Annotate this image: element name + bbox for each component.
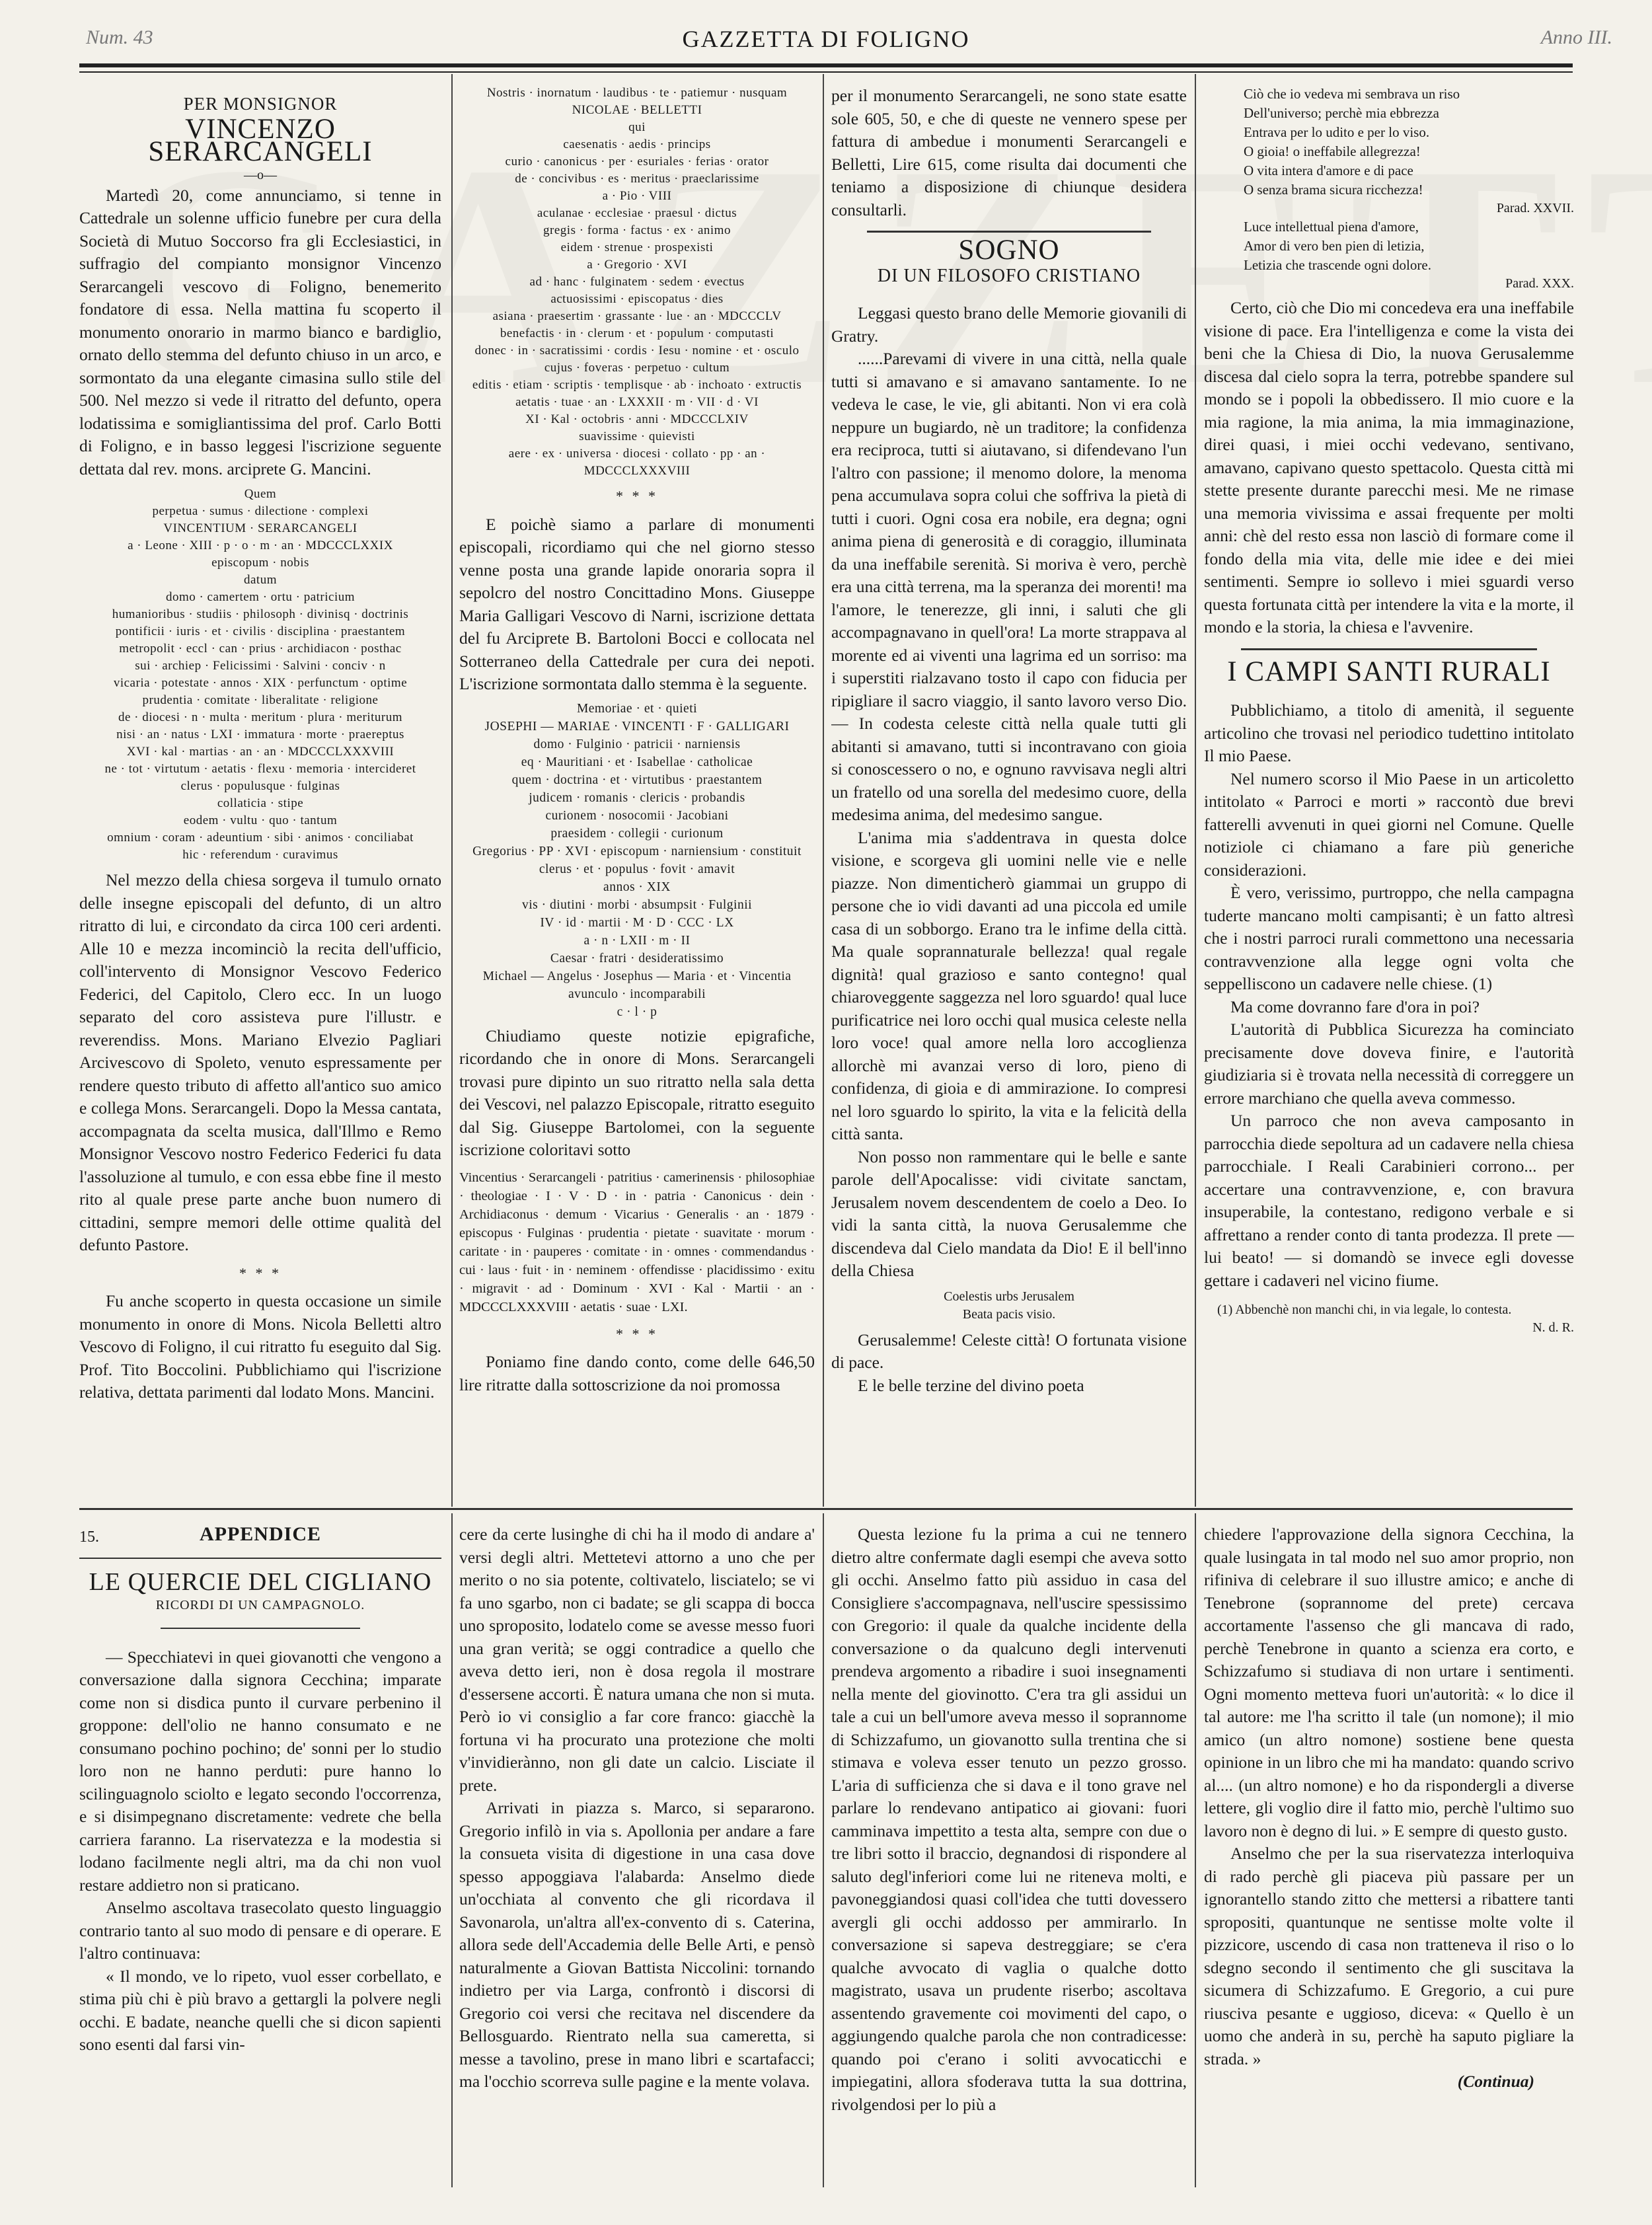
paragraph: Anselmo che per la sua riservatezza interloquiva di rado perchè gli piaceva più passare per un ignorantello stando zitto che mettersi a ribattere tanti spropositi, quantunque ne sentisse molte volte il pizzicore, uscendo di casa non tratteneva il riso o lo sdegno secondo il sentimento che gli suscitava la sicumera di Schizzafumo. E Gregorio, a cui pure riusciva pesante e uggioso, diceva: « Quello è un uomo che anderà in su, perchè ha saputo pigliare la strada. » bbox=[1204, 1844, 1574, 2068]
epitaph-line: eidem · strenue · prospexisti bbox=[560, 241, 714, 254]
epitaph-line: benefactis · in · clerum · et · populum · computasti bbox=[500, 326, 774, 340]
article-subtitle: DI UN FILOSOFO CRISTIANO bbox=[877, 265, 1141, 286]
epitaph-line: Gregorius · PP · XVI · episcopum · narniensium · constituit bbox=[472, 844, 802, 858]
epitaph-line: donec · in · sacratissimi · cordis · Iesu · nomine · et · osculo bbox=[474, 344, 800, 358]
epitaph-line: qui bbox=[628, 120, 646, 134]
epitaph-serarcangeli bbox=[79, 486, 441, 864]
paragraph: Certo, ciò che Dio mi concedeva era una ineffabile visione di pace. Era l'intelligenza e come la vista dei beni che la Chiesa di Dio, la nuova Gerusalemme discesa dal cielo sopra la terra, potrebbe spandere sul mondo se i popoli la obbedissero. Il mio cuore e la mia ragione, la mia anima, la mia immaginazione, direi quasi, i miei occhi vedevano, sentivano, amavano, capivano questo spettacolo. Questa città mi stette presente durante parecchi mesi. Me ne rimase una memoria vivissima e assai frequente per molti anni: chè del resto essa non lasciò di formare come il fondo della mia vita, delle mie idee e dei miei sentimenti. Sempre io sollevo i miei sguardi verso questa fortunata città per intendere la vita e la morte, il mondo e la storia, la chiesa e l'avvenire. bbox=[1204, 298, 1574, 636]
column-rule bbox=[1195, 74, 1196, 1507]
verse-line: Ciò che io vedeva mi sembrava un riso bbox=[1244, 86, 1460, 102]
epitaph-line: metropolit · eccl · can · prius · archidiacon · posthac bbox=[119, 642, 402, 656]
verse-citation: Parad. XXVII. bbox=[1496, 201, 1574, 215]
appendice-header bbox=[79, 1523, 441, 1552]
section-rule bbox=[1241, 648, 1537, 650]
epitaph-line: quem · doctrina · et · virtutibus · praestantem bbox=[511, 773, 763, 787]
dante-verse bbox=[1204, 217, 1574, 275]
epitaph-line: prudentia · comitate · liberalitate · religione bbox=[142, 693, 379, 707]
epitaph-line: eq · Mauritiani · et · Isabellae · catholicae bbox=[521, 755, 753, 769]
epitaph-line: editis · etiam · scriptis · templisque · ab · inchoato · extructis bbox=[472, 378, 802, 392]
epitaph-line: asiana · praesertim · grassante · lue · an · MDCCCLV bbox=[492, 309, 782, 323]
paragraph: Non posso non rammentare qui le belle e sante parole dell'Apocalisse: vidi civitate sanctam, Jerusalem novem descendentem de coelo a Deo. Io vidi la santa città, la nuova Gerusalemme che discendeva dal Cielo mandata da Dio! E il bell'inno della Chiesa bbox=[831, 1147, 1187, 1280]
appendice-rule bbox=[79, 1508, 1573, 1510]
paragraph: Un parroco che non aveva camposanto in parrocchia diede sepoltura ad un cadavere nella chiesa parrocchiale. I Reali Carabinieri corrono... per accertare una contravvenzione, e, con bravura insuperabile, la contestano, redigono verbale e si affrettano a render conto di tanta prodezza. Il prete — lui beato! — si domandò se invece egli dovesse gettare i cadaveri nel vicino fiume. bbox=[1204, 1111, 1574, 1290]
epitaph-line: aere · ex · universa · diocesi · collato · pp · an · MDCCCLXXXVIII bbox=[508, 447, 766, 478]
epitaph-line: curionem · nosocomii · Jacobiani bbox=[545, 808, 729, 823]
column-rule bbox=[823, 74, 824, 1507]
epitaph-line: NICOLAE · BELLETTI bbox=[572, 103, 702, 117]
paragraph: cere da certe lusinghe di chi ha il modo di andare a' versi degli altri. Mettetevi attorno a uno che per merito o no sia potente, coltivatelo, lisciatelo; se vi fa uno sgarbo, non ci badate; se gli scappa di bocca uno sproposito, lodatelo come se avesse messo fuori una gran verità; se oggi contradice a quello che aveva detto ieri, non è dosa regola il mostrare d'essersene accorti. È natura umana che non si muta. Però io vi consiglio a far core franco: giacchè la fortuna vi ha procurato una protezione che molti v'invidierànno, non gli date un calcio. Lisciate il prete. bbox=[459, 1525, 815, 1795]
epitaph-line: IV · id · martii · M · D · CCC · LX bbox=[540, 915, 734, 930]
paragraph: ......Parevami di vivere in una città, nella quale tutti si amavano e si amavano santamente. Io ne vedeva le case, le vie, gli abitanti. Non vi era colà neppure un bugiardo, nè un traditore; la confidenza era reciproca, tutti si aiutavano, si difendevano l'un l'altro con passione; il menomo dolore, la menoma pena accumulava sopra colui che soffriva la pietà di tutti i cuori. Ogni cosa era nobile, era degna; ogni anima piena di generosità e di coraggio, illuminata da una ineffabile serenità. Si moriva è vero, perchè era una città terrena, ma la speranza dei morenti! ma l'amore, le tenerezze, gli inni, i saluti che gli accompagnavano in quell'ora! La morte strappava al morente ed ai viventi una lagrima ed un sorriso: ma i superstiti rialzavano tosto il capo con fiducia per ripigliare il sacro viaggio, il santo lavoro verso Dio. — In codesta celeste città nella quale tutti gli abitanti si amavano, tutti si incontravano con gioia si conoscessero o no, e ognuno ravvisava negli altri un fratello od una sorella del medesimo cuore, della medesima anima, del medesimo sangue. bbox=[831, 349, 1187, 824]
continued-note: (Continua) bbox=[1457, 2072, 1534, 2091]
epitaph-line: omnium · coram · adeuntium · sibi · animos · conciliabat bbox=[107, 831, 414, 845]
epitaph-line: judicem · romanis · clericis · probandis bbox=[529, 790, 745, 805]
epitaph-line: curio · canonicus · per · esuriales · ferias · orator bbox=[505, 155, 769, 169]
epitaph-line: Memoriae · et · quieti bbox=[576, 701, 698, 716]
serial-subtitle: RICORDI DI UN CAMPAGNOLO. bbox=[155, 1597, 365, 1612]
epitaph-line: XI · Kal · octobris · anni · MDCCCLXIV bbox=[525, 412, 749, 426]
epitaph-line: clerus · et · populus · fovit · amavit bbox=[539, 862, 735, 876]
column-4 bbox=[1204, 85, 1574, 1499]
epitaph-line: actuosissimi · episcopatus · dies bbox=[550, 292, 724, 306]
dante-verse bbox=[1204, 85, 1574, 200]
epitaph-line: praesidem · collegii · curionum bbox=[550, 826, 724, 841]
article-title: SOGNO bbox=[958, 235, 1060, 266]
epitaph-line: datum bbox=[244, 573, 277, 587]
section-stars: * * * bbox=[239, 1264, 282, 1281]
section-rule bbox=[161, 1628, 359, 1629]
epitaph-line: ad · hanc · fulginatem · sedem · evectus bbox=[529, 275, 745, 289]
epitaph-line: VINCENTIUM · SERARCANGELI bbox=[163, 521, 357, 535]
paragraph: « Il mondo, ve lo ripeto, vuol esser corbellato, e stima più chi è più bravo a gettargli la polvere negli occhi. E badate, neanche quelli che si dicon sapienti sono esenti dal farsi vin- bbox=[79, 1966, 441, 2054]
masthead: GAZZETTA DI FOLIGNO bbox=[682, 26, 970, 52]
epitaph-line: humanioribus · studiis · philosoph · divinisq · doctrinis bbox=[112, 607, 409, 621]
appendice-column-3 bbox=[831, 1523, 1187, 2197]
top-rule-thin bbox=[79, 71, 1573, 73]
paragraph: Martedì 20, come annunciamo, si tenne in Cattedrale un solenne ufficio funebre per cura della Società di Mutuo Soccorso fra gli Ecclesiastici, in suffragio del compianto monsignor Vincenzo Serarcangeli vescovo di Foligno, benemerito fondatore di essa. Nella mattina fu scoperto il monumento onorario in marmo bianco e bardiglio, ornato dello stemma del defunto chiuso in un arco, e sormontato da una elegante cimasina sullo stile del 500. Nel mezzo si vede il ritratto del defunto, opera lodatissima e somigliantissima del prof. Carlo Botti di Foligno, e in basso leggesi l'iscrizione seguente dettata dal rev. mons. arciprete G. Mancini. bbox=[79, 185, 441, 478]
column-2 bbox=[459, 85, 815, 1499]
footnote: (1) Abbenchè non manchi chi, in via legale, lo contesta. bbox=[1217, 1302, 1512, 1317]
hymn-line: Beata pacis visio. bbox=[962, 1306, 1056, 1322]
paragraph: Poniamo fine dando conto, come delle 646,50 lire ritratte dalla sottoscrizione da noi promossa bbox=[459, 1352, 815, 1394]
paragraph: E poichè siamo a parlare di monumenti episcopali, ricordiamo qui che nel giorno stesso venne posta una grande lapide onoraria sopra il sepolcro del nostro Concittadino Mons. Giuseppe Maria Galligari Vescovo di Narni, iscrizione dettata del fu Arciprete B. Bartoloni Bocci e collocata nel Sotterraneo della Cattedrale per cura dei nepoti. L'iscrizione sormontata dallo stemma è la seguente. bbox=[459, 514, 815, 693]
paragraph: Gerusalemme! Celeste città! O fortunata visione di pace. bbox=[831, 1330, 1187, 1372]
page-number-right: Anno III. bbox=[1540, 26, 1612, 48]
portrait-inscription: Vincentius · Serarcangeli · patritius · camerinensis · philosophiae · theologiae · I · V · D · in · patria · Canonicus · dein · Archidiaconus · demum · Vicarius · Generalis · an · 1879 · episcopus · Fulginas · prudentia · pietate · suavitate · morum · caritate · in · pauperes · comitate · in · omnes · commendandus · cui · laus · fuit · in · neminem · offendisse · placidissimo · exitu · migravit · ad · Dominum · XVI · Kal · Martii · an · MDCCCLXXXVIII · aetatis · suae · LXI. bbox=[459, 1170, 815, 1314]
page-number-left: Num. 43 bbox=[86, 26, 153, 48]
paragraph: chiedere l'approvazione della signora Cecchina, la quale lusingata in tal modo nel suo amor proprio, non rifiniva di celebrare il suo illustre amico; e anche di Tenebrone (soprannome del prete) cercava accortamente l'assenso che gli mancava di rado, perchè Tenebrone in quanto a scienza era corto, e Schizzafumo si studiava di non urtare i sentimenti. Ogni momento metteva fuori un'autorità: « lo dice il tal autore: me l'ha scritto il tale (un nomone); il mio amico (un altro nomone) sostiene bene questa opinione in un libro che mi ha mandato: quando scrivo al.... (un altro nomone) e ho da rispondergli a diverse lettere, gli voglio dire il fatto mio, perchè l'ultimo suo lavoro non è degno di lui. » E sempre di questo gusto. bbox=[1204, 1525, 1574, 1840]
paragraph: Ma come dovranno fare d'ora in poi? bbox=[1230, 997, 1480, 1016]
paragraph: E le belle terzine del divino poeta bbox=[858, 1375, 1084, 1395]
epitaph-line: Nostris · inornatum · laudibus · te · patiemur · nusquam bbox=[486, 86, 788, 100]
article-title: I CAMPI SANTI RURALI bbox=[1227, 656, 1551, 687]
paragraph: Anselmo ascoltava trasecolato questo linguaggio contrario tanto al suo modo di pensare e di operare. E l'altro continuava: bbox=[79, 1898, 441, 1963]
verse-line: Letizia che trascende ogni dolore. bbox=[1244, 257, 1431, 273]
epitaph-line: Caesar · fratri · desideratissimo bbox=[550, 951, 724, 965]
paragraph: Nel numero scorso il Mio Paese in un articoletto intitolato « Parroci e morti » raccontò due brevi fatterelli avvenuti in quei giorni nel Comune. Quelle notiziole ci chiamano a fare più generiche considerazioni. bbox=[1204, 769, 1574, 880]
appendice-column-4 bbox=[1204, 1523, 1574, 2197]
section-stars: * * * bbox=[616, 488, 658, 504]
epitaph-line: domo · camertem · ortu · patricium bbox=[165, 590, 356, 604]
paragraph: Leggasi questo brano delle Memorie giovanili di Gratry. bbox=[831, 303, 1187, 346]
epitaph-line: a · Pio · VIII bbox=[602, 189, 672, 203]
installment-number: 15. bbox=[79, 1528, 99, 1546]
epitaph-line: vis · diutini · morbi · absumpsit · Fulginii bbox=[521, 897, 753, 912]
epitaph-line: gregis · forma · factus · ex · animo bbox=[543, 223, 731, 237]
paragraph: per il monumento Serarcangeli, ne sono state esatte sole 605, 50, e che di queste ne vennero spese per fattura di ambedue i monumenti Serarcangeli e Belletti, Lire 615, come risulta dai documenti che teniamo a disposizione di chiunque desidera consultarli. bbox=[831, 86, 1187, 219]
section-stars: * * * bbox=[616, 1325, 658, 1342]
epitaph-line: perpetua · sumus · dilectione · complexi bbox=[152, 504, 369, 518]
article-kicker: PER MONSIGNOR bbox=[183, 94, 338, 114]
serial-title: LE QUERCIE DEL CIGLIANO bbox=[89, 1568, 432, 1596]
column-rule bbox=[451, 1513, 453, 2187]
verse-line: Entrava per lo udito e per lo viso. bbox=[1244, 124, 1430, 140]
epitaph-line: aetatis · tuae · an · LXXXII · m · VII · d · VI bbox=[515, 395, 759, 409]
epitaph-line: pontificii · iuris · et · civilis · disciplina · praestantem bbox=[115, 624, 406, 638]
paragraph: Chiudiamo queste notizie epigrafiche, ricordando che in onore di Mons. Serarcangeli trovasi pure dipinto un suo ritratto nella sala detta dei Vescovi, nel palazzo Episcopale, ritratto eseguito dal Sig. Giuseppe Bartolomei, con la seguente iscrizione coloritavi sotto bbox=[459, 1026, 815, 1159]
column-3 bbox=[831, 85, 1187, 1499]
paragraph: L'anima mia s'addentrava in questa dolce visione, e scorgeva gli uomini nelle vie e nelle piazze. Non dimenticherò giammai un gruppo di persone che io vidi davanti ad una piccola ed umile casa di un sobborgo. Erano tra le infime della città. Ma quale soprannaturale bellezza! qual regale dignità! qual grazioso e santo contegno! qual chiaroveggente saggezza nel loro sguardo! qual luce purificatrice nei loro occhi qual musica celeste nella loro voce! qual amore nella loro accoglienza allorchè mi avanzai verso di loro, pieno di confidenza, di gioia e di ammirazione. Io compresi nel loro sguardo lo spirito, la vita e la felicità della città santa. bbox=[831, 827, 1187, 1143]
footnote-signature: N. d. R. bbox=[1532, 1320, 1574, 1335]
epitaph-belletti bbox=[459, 85, 815, 480]
appendice-column-1 bbox=[79, 1523, 441, 2197]
column-rule bbox=[451, 74, 453, 1507]
epitaph-line: episcopum · nobis bbox=[211, 556, 309, 570]
epitaph-line: nisi · an · natus · LXI · immatura · morte · praereptus bbox=[116, 728, 404, 741]
epitaph-galligari bbox=[459, 700, 815, 1021]
column-rule bbox=[1195, 1513, 1196, 2187]
paragraph: L'autorità di Pubblica Sicurezza ha cominciato precisamente dove doveva finire, e l'autorità giudiziaria si è trovata nella necessità di correggere un errore marchiano che quella aveva commesso. bbox=[1204, 1020, 1574, 1108]
epitaph-line: eodem · vultu · quo · tantum bbox=[183, 813, 338, 827]
top-rule bbox=[79, 63, 1573, 67]
paragraph: Fu anche scoperto in questa occasione un simile monumento in onore di Mons. Nicola Belletti altro Vescovo di Foligno, il cui ritratto fu eseguito dal Sig. Prof. Tito Boccolini. Pubblichiamo qui l'iscrizione relativa, dettata parimenti dal lodato Mons. Mancini. bbox=[79, 1291, 441, 1402]
epitaph-line: aculanae · ecclesiae · praesul · dictus bbox=[537, 206, 737, 220]
epitaph-line: cujus · foveras · perpetuo · cultum bbox=[544, 361, 730, 375]
verse-line: Amor di vero ben pien di letizia, bbox=[1244, 238, 1425, 254]
verse-line: Dell'universo; perchè mia ebbrezza bbox=[1244, 105, 1439, 121]
divider: —o— bbox=[244, 167, 277, 182]
verse-line: O vita intera d'amore e di pace bbox=[1244, 163, 1413, 178]
epitaph-line: clerus · populusque · fulginas bbox=[180, 779, 340, 793]
verse-line: O gioia! o ineffabile allegrezza! bbox=[1244, 143, 1421, 159]
section-rule bbox=[867, 231, 1151, 233]
paragraph: Arrivati in piazza s. Marco, si separarono. Gregorio infilò in via s. Apollonia per andare a fare la consueta visita di digestione in una casa dove spesso appoggiava l'alabarda: Anselmo diede un'occhiata al convento che gli ricordava il Savonarola, un'altra all'ex-convento di s. Caterina, allora sede dell'Accademia delle Belle Arti, e pensò naturalmente a Giovan Battista Niccolini: tornando indietro per via Larga, confrontò i discorsi di Gregorio coi versi che recitava nel discendere da Bellosguardo. Rientrato nella sua cameretta, si messe a tavolino, prese in mano libri e scartafacci; ma l'occhio scorreva sulle pagine e la mente volava. bbox=[459, 1798, 815, 2091]
epitaph-line: vicaria · potestate · annos · XIX · perfunctum · optime bbox=[113, 676, 408, 690]
epitaph-line: JOSEPHI — MARIAE · VINCENTI · F · GALLIGARI bbox=[484, 719, 790, 734]
appendice-label: APPENDICE bbox=[199, 1523, 321, 1545]
epitaph-line: sui · archiep · Felicissimi · Salvini · conciv · n bbox=[135, 659, 386, 673]
verse-citation: Parad. XXX. bbox=[1505, 276, 1574, 291]
paragraph: Questa lezione fu la prima a cui ne tennero dietro altre confermate dagli esempi che aveva sotto gli occhi. Anselmo fatto più assiduo in casa del Consigliere s'accompagnava, nell'uscire spessissimo con Gregorio: il quale da qualche incidente della conversazione o da qualcuno degli intervenuti prendeva argomento a ribadire i suoi insegnamenti nella mente del giovinotto. C'era tra gli assidui un tale a cui un bell'umore aveva messo il soprannome di Schizzafumo, un giovanotto sulla trentina che si stimava e voleva esser tenuto un pezzo grosso. L'aria di sufficienza che si dava e il tono grave nel parlare lo rendevano antipatico ai giovani: fuori camminava impettito a testa alta, sempre con due o tre libri sotto il braccio, degnandosi di rispondere al saluto degl'inferiori come lui ne riteneva molti, e pavoneggiandosi quasi coll'idea che tutti dovessero avergli gli occhi addosso per ammirarlo. In conversazione si sapeva destreggiare; se c'era qualche avvocato di vaglia o qualche dotto magistrato, usava un prudente riserbo; ascoltava assentendo gravemente coi movimenti del capo, o aggiungendo qualche parola che non contradicesse: quando poi c'erano i soliti avvocaticchi e impiegatini, allora sfoderava tutta la sua dottrina, rivolgendosi per lo più a bbox=[831, 1525, 1187, 2114]
column-rule bbox=[823, 1513, 824, 2187]
paragraph: È vero, verissimo, purtroppo, che nella campagna tuderte mancano molti campisanti; è un fatto altresì che i nostri parroci rurali commettono una necessaria contravvenzione alla legge ogni volta che seppelliscono un cadavere nelle chiese. (1) bbox=[1204, 883, 1574, 993]
epitaph-line: Quem bbox=[244, 487, 277, 501]
epitaph-line: a · n · LXII · m · II bbox=[583, 933, 691, 948]
hymn-line: Coelestis urbs Jerusalem bbox=[944, 1289, 1074, 1304]
paragraph: — Specchiatevi in quei giovanotti che vengono a conversazione dalla signora Cecchina; imparate come non si disdica punto il curvare perbenino il groppone: dell'olio ne hanno consumato e ne consumano pochino pochino; de' sonni per lo studio loro non ne hanno perduti: pure hanno lo scilinguagnolo sciolto e legato secondo l'occorrenza, e si disimpegnano discretamente: vedrete che bella carriera faranno. La riservatezza e la modestia si lodano facilmente negli altri, ma da chi non vuol restare addietro non si praticano. bbox=[79, 1647, 441, 1895]
article-title: VINCENZO SERARCANGELI bbox=[148, 113, 373, 167]
paragraph: Nel mezzo della chiesa sorgeva il tumulo ornato delle insegne episcopali del defunto, di un altro ritratto di lui, e circondato da circa 100 ceri ardenti. Alle 10 e mezza incominciò la recita dell'ufficio, coll'intervento di Monsignor Vescovo Federico Federici, del Capitolo, Clero ecc. In un luogo separato del coro assisteva pure l'illustr. e reverendiss. Mons. Mariano Elvezio Pagliari Arcivescovo di Spoleto, venuto espressamente per rendere questo tributo di affetto all'antico suo amico e collega Mons. Serarcangeli. Dopo la Messa cantata, accompagnata da scelta musica, dall'Illmo e Remo Monsignor Vescovo nostro Federico Federici fu data l'assoluzione al tumulo, e con essa ebbe fine il mesto rito al quale prese parte anche buon numero di cittadini, sempre memori delle ottime qualità del defunto Pastore. bbox=[79, 870, 441, 1254]
verse-line: Luce intellettual piena d'amore, bbox=[1244, 219, 1419, 235]
epitaph-line: hic · referendum · curavimus bbox=[182, 848, 338, 862]
epitaph-line: a · Gregorio · XVI bbox=[587, 258, 687, 272]
epitaph-line: de · diocesi · n · multa · meritum · plura · meriturum bbox=[118, 710, 403, 724]
epitaph-line: de · concivibus · es · meritus · praeclarissime bbox=[515, 172, 759, 186]
appendice-column-2 bbox=[459, 1523, 815, 2197]
epitaph-line: collaticia · stipe bbox=[217, 796, 304, 810]
epitaph-line: caesenatis · aedis · princips bbox=[563, 137, 711, 151]
epitaph-line: XVI · kal · martias · an · an · MDCCCLXXXVIII bbox=[126, 745, 394, 759]
epitaph-line: ne · tot · virtutum · aetatis · flexu · memoria · intercideret bbox=[104, 762, 416, 776]
epitaph-line: Michael — Angelus · Josephus — Maria · et · Vincentia bbox=[482, 969, 792, 983]
column-1 bbox=[79, 93, 441, 1500]
epitaph-line: avunculo · incomparabili bbox=[568, 987, 706, 1001]
epitaph-line: domo · Fulginio · patricii · narniensis bbox=[533, 737, 741, 751]
paragraph: Pubblichiamo, a titolo di amenità, il seguente articolino che trovasi nel periodico tudettino intitolato Il mio Paese. bbox=[1204, 700, 1574, 765]
epitaph-line: c · l · p bbox=[617, 1004, 657, 1019]
verse-line: O senza brama sicura ricchezza! bbox=[1244, 182, 1423, 198]
epitaph-line: a · Leone · XIII · p · o · m · an · MDCCCLXXIX bbox=[128, 539, 393, 552]
epitaph-line: annos · XIX bbox=[603, 880, 671, 894]
epitaph-line: suavissime · quievisti bbox=[579, 430, 695, 443]
section-rule bbox=[79, 1558, 441, 1559]
